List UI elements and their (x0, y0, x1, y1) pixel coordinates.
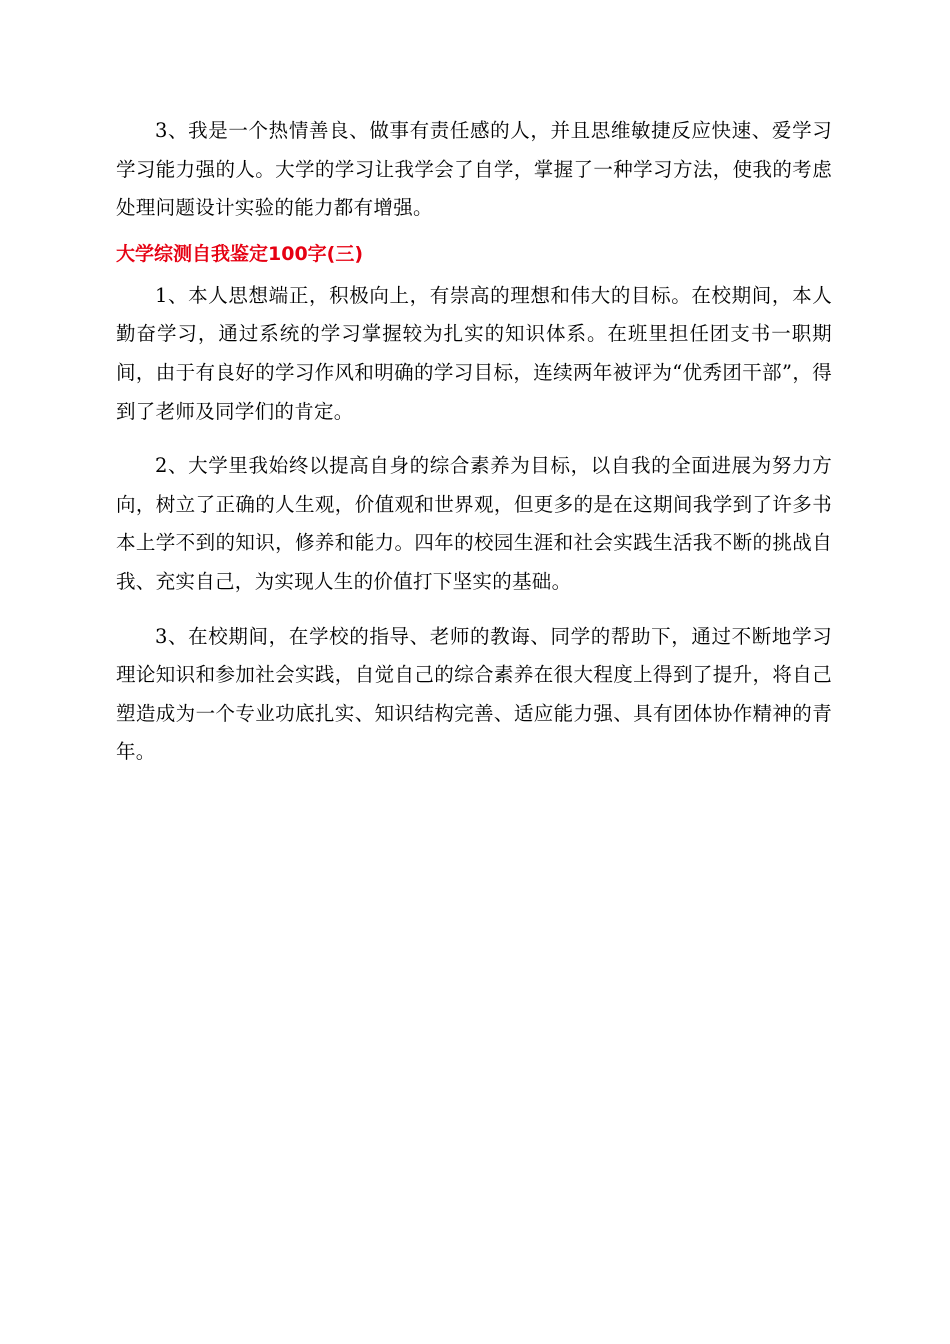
intro-paragraph: 3、我是一个热情善良、做事有责任感的人，并且思维敏捷反应快速、爱学习学习能力强的人。大学的学习让我学会了自学，掌握了一种学习方法，使我的考虑处理问题设计实验的能力都有增强。 (116, 119, 832, 220)
paragraph-2: 2、大学里我始终以提高自身的综合素养为目标，以自我的全面进展为努力方向，树立了正确的人生观，价值观和世界观，但更多的是在这期间我学到了许多书本上学不到的知识，修养和能力。四年的校园生涯和社会实践生活我不断的挑战自我、充实自己，为实现人生的价值打下坚实的基础。 (116, 454, 832, 593)
section-heading: 大学综测自我鉴定100字(三) (116, 242, 364, 265)
paragraph-3: 3、在校期间，在学校的指导、老师的教诲、同学的帮助下，通过不断地学习理论知识和参加社会实践，自觉自己的综合素养在很大程度上得到了提升，将自己塑造成为一个专业功底扎实、知识结构完善、适应能力强、具有团体协作精神的青年。 (116, 624, 832, 764)
paragraph-1: 1、本人思想端正，积极向上，有崇高的理想和伟大的目标。在校期间，本人勤奋学习，通过系统的学习掌握较为扎实的知识体系。在班里担任团支书一职期间，由于有良好的学习作风和明确的学习目标，连续两年被评为“优秀团干部”，得到了老师及同学们的肯定。 (116, 283, 832, 423)
document-page (116, 112, 832, 772)
